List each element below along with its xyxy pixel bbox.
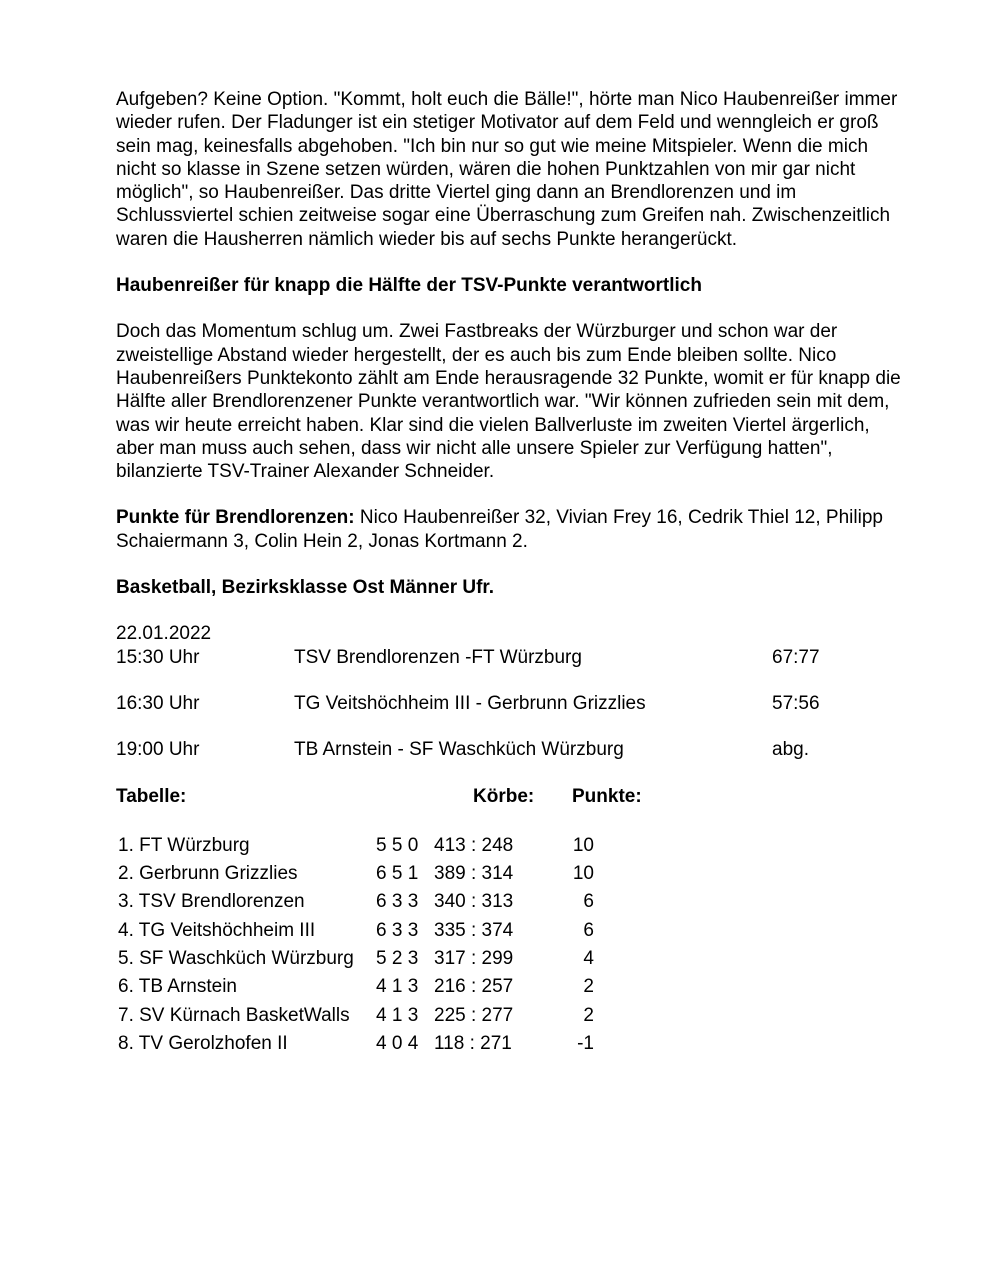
table-row <box>118 973 594 1001</box>
team-record: 6 3 3 <box>376 919 419 941</box>
game-match: TG Veitshöchheim III - Gerbrunn Grizzlies <box>294 692 646 714</box>
game-date: 22.01.2022 <box>116 623 212 645</box>
team-korbe: 118 : 271 <box>434 1032 512 1054</box>
team-korbe: 335 : 374 <box>434 919 514 941</box>
article-paragraph: Doch das Momentum schlug um. Zwei Fastbreaks der Würzburger und schon war der zweistellige Abstand wieder hergestellt, der es auch bis zum Ende bleiben sollte. Nico Haubenreißers Punktekonto zählt am Ende herausragende 32 Punkte, womit er für knapp die Hälfte aller Brendlorenzener Punkte verantwortlich war. "Wir können zufrieden sein mit dem, was wir heute erreicht haben. Klar sind die vielen Ballverluste im zweiten Viertel ärgerlich, aber man muss auch sehen, dass wir nicht alle unsere Spieler zur Verfügung hatten", bilanzierte TSV-Trainer Alexander Schneider. <box>116 321 901 483</box>
team-korbe: 317 : 299 <box>434 948 514 970</box>
team-record: 5 5 0 <box>376 834 419 856</box>
team-points: 2 <box>583 976 594 998</box>
team-name: 2. Gerbrunn Grizzlies <box>118 863 298 885</box>
team-record: 4 0 4 <box>376 1032 419 1054</box>
team-korbe: 340 : 313 <box>434 891 514 913</box>
team-points: 4 <box>583 948 594 970</box>
team-points: 10 <box>572 863 594 885</box>
team-points: 6 <box>583 919 594 941</box>
game-score: 67:77 <box>772 646 820 668</box>
team-name: 6. TB Arnstein <box>118 976 237 998</box>
table-row <box>118 917 594 945</box>
team-record: 4 1 3 <box>376 976 419 998</box>
table-row <box>118 860 594 888</box>
game-score: abg. <box>772 739 809 761</box>
standings-title: Tabelle: <box>116 785 187 807</box>
team-name: 3. TSV Brendlorenzen <box>118 891 305 913</box>
game-row <box>116 646 906 669</box>
team-points: -1 <box>577 1032 594 1054</box>
game-row <box>116 692 906 715</box>
team-record: 5 2 3 <box>376 948 419 970</box>
team-name: 7. SV Kürnach BasketWalls <box>118 1004 350 1026</box>
team-name: 5. SF Waschküch Würzburg <box>118 948 354 970</box>
section-heading: Haubenreißer für knapp die Hälfte der TSV-Punkte verantwortlich <box>116 275 702 297</box>
game-score: 57:56 <box>772 692 820 714</box>
team-korbe: 389 : 314 <box>434 863 514 885</box>
team-korbe: 225 : 277 <box>434 1004 514 1026</box>
table-row <box>118 1030 594 1058</box>
team-name: 8. TV Gerolzhofen II <box>118 1032 288 1054</box>
team-record: 6 5 1 <box>376 863 419 885</box>
team-name: 4. TG Veitshöchheim III <box>118 919 316 941</box>
game-time: 16:30 Uhr <box>116 692 200 714</box>
game-time: 15:30 Uhr <box>116 646 200 668</box>
table-row <box>118 945 594 973</box>
league-title: Basketball, Bezirksklasse Ost Männer Ufr. <box>116 577 495 599</box>
table-row <box>118 832 594 860</box>
table-row <box>118 1002 594 1030</box>
team-points: 2 <box>583 1004 594 1026</box>
game-row <box>116 738 906 761</box>
punkte-column-header: Punkte: <box>572 785 642 807</box>
article-paragraph: Aufgeben? Keine Option. "Kommt, holt euch die Bälle!", hörte man Nico Haubenreißer immer wieder rufen. Der Fladunger ist ein stetiger Motivator auf dem Feld und wenngleich er groß sein mag, keinesfalls abgehoben. "Ich bin nur so gut wie meine Mitspieler. Wenn die mich nicht so klasse in Szene setzen würden, wären die hohen Punktzahlen von mir gar nicht möglich", so Haubenreißer. Das dritte Viertel ging dann an Brendlorenzen und im Schlussviertel schien zeitweise sogar eine Überraschung zum Greifen nah. Zwischenzeitlich waren die Hausherren nämlich wieder bis auf sechs Punkte herangerückt. <box>116 89 898 250</box>
game-time: 19:00 Uhr <box>116 739 200 761</box>
points-text: Nico Haubenreißer 32, Vivian Frey 16, Cedrik Thiel 12, Philipp Schaiermann 3, Colin Hein 2, Jonas Kortmann 2. <box>116 507 883 552</box>
team-name: 1. FT Würzburg <box>118 834 250 856</box>
team-record: 4 1 3 <box>376 1004 419 1026</box>
team-points: 10 <box>572 834 594 856</box>
team-korbe: 413 : 248 <box>434 834 514 856</box>
team-record: 6 3 3 <box>376 891 419 913</box>
team-korbe: 216 : 257 <box>434 976 514 998</box>
standings-header <box>116 785 906 808</box>
game-match: TB Arnstein - SF Waschküch Würzburg <box>294 739 624 761</box>
game-match: TSV Brendlorenzen -FT Würzburg <box>294 646 582 668</box>
document-page <box>116 88 906 1058</box>
points-label: Punkte für Brendlorenzen: <box>116 507 355 529</box>
team-points: 6 <box>583 891 594 913</box>
standings-table <box>118 832 594 1058</box>
table-row <box>118 888 594 916</box>
korbe-column-header: Körbe: <box>473 785 535 807</box>
points-paragraph <box>116 506 906 553</box>
